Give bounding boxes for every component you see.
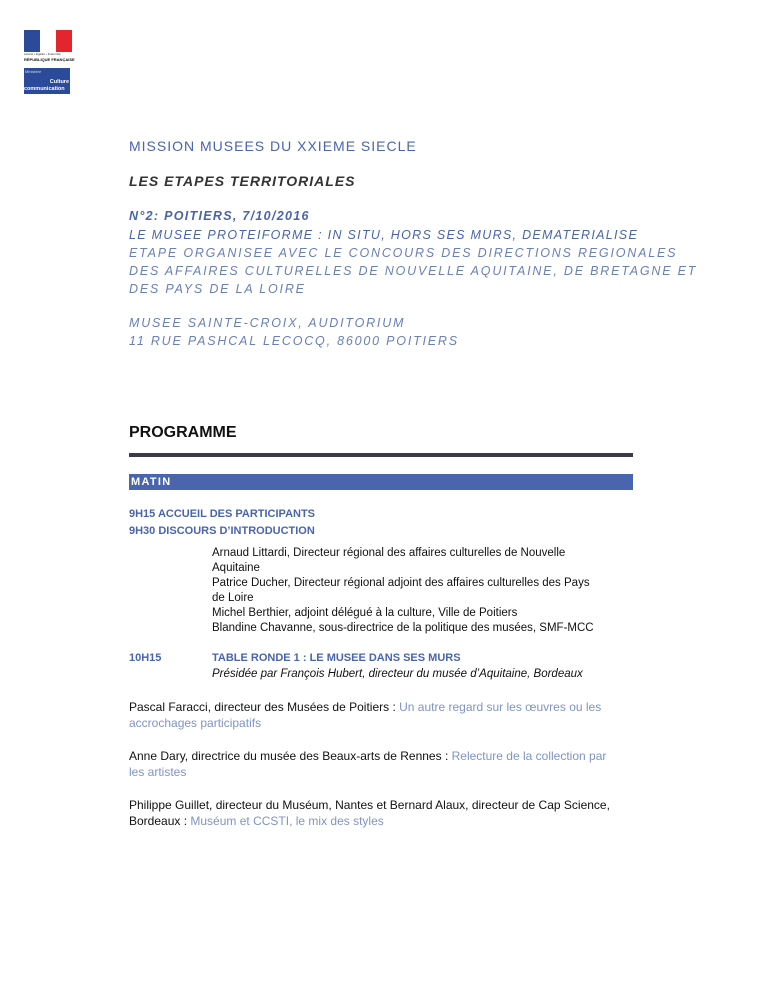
section-bar-matin: MATIN	[129, 474, 633, 490]
round-table-title: TABLE RONDE 1 : LE MUSEE DANS SES MURS	[212, 652, 461, 664]
talk-speaker: Pascal Faracci, directeur des Musées de Poitiers :	[129, 700, 400, 714]
talk-speaker: Bordeaux :	[129, 814, 191, 828]
marianne-flag-icon	[24, 30, 72, 52]
round-table-chair: Présidée par François Hubert, directeur du musée d’Aquitaine, Bordeaux	[212, 668, 583, 680]
republique-francaise-logo	[24, 30, 75, 64]
talk-speaker: Anne Dary, directrice du musée des Beaux-arts de Rennes :	[129, 749, 452, 763]
talk-topic: Muséum et CCSTI, le mix des styles	[190, 814, 384, 828]
talk-topic-continued: les artistes	[129, 765, 187, 779]
etape-organised-line-1: ETAPE ORGANISEE AVEC LE CONCOURS DES DIRECTIONS REGIONALES	[129, 246, 678, 260]
document-title: MISSION MUSEES DU XXIEME SIECLE	[129, 138, 417, 154]
logo-ministere-line2: Culture	[49, 79, 69, 85]
logo-motto: Liberté • Égalité • Fraternité	[24, 52, 61, 56]
etape-theme: LE MUSEE PROTEIFORME : IN SITU, HORS SES MURS, DEMATERIALISE	[129, 228, 639, 242]
talk-topic-continued: accrochages participatifs	[129, 716, 262, 730]
section-divider	[129, 453, 633, 457]
speaker-line: Michel Berthier, adjoint délégué à la culture, Ville de Poitiers	[212, 607, 518, 619]
etape-organised-line-3: DES PAYS DE LA LOIRE	[129, 282, 306, 296]
speaker-line: de Loire	[212, 592, 254, 604]
logo-ministere-line1: Ministère	[25, 69, 42, 74]
talk-item	[129, 814, 384, 828]
talk-item	[129, 749, 606, 763]
talk-topic: Relecture de la collection par	[451, 749, 607, 763]
schedule-item: 9H30 DISCOURS D’INTRODUCTION	[129, 525, 315, 537]
logo-ministere-line3: communication	[24, 86, 65, 92]
speaker-line: Patrice Ducher, Directeur régional adjoint des affaires culturelles des Pays	[212, 577, 590, 589]
document-subtitle: LES ETAPES TERRITORIALES	[129, 173, 356, 189]
talk-item	[129, 700, 601, 714]
speaker-line: Aquitaine	[212, 562, 260, 574]
round-table-time: 10H15	[129, 652, 162, 664]
talk-topic: Un autre regard sur les œuvres ou les	[399, 700, 602, 714]
etape-number: N°2: POITIERS, 7/10/2016	[129, 209, 310, 223]
schedule-item: 9H15 ACCUEIL DES PARTICIPANTS	[129, 508, 316, 520]
speaker-line: Blandine Chavanne, sous-directrice de la politique des musées, SMF-MCC	[212, 622, 594, 634]
ministere-culture-logo	[24, 68, 70, 94]
programme-heading: PROGRAMME	[129, 424, 237, 441]
talk-speaker: Philippe Guillet, directeur du Muséum, Nantes et Bernard Alaux, directeur de Cap Science,	[129, 798, 610, 812]
venue-line-2: 11 RUE PASHCAL LECOCQ, 86000 POITIERS	[129, 334, 459, 348]
etape-organised-line-2: DES AFFAIRES CULTURELLES DE NOUVELLE AQUITAINE, DE BRETAGNE ET	[129, 264, 698, 278]
logo-republique-name: RÉPUBLIQUE FRANÇAISE	[24, 57, 75, 62]
speaker-line: Arnaud Littardi, Directeur régional des affaires culturelles de Nouvelle	[212, 547, 566, 559]
venue-line-1: MUSEE SAINTE-CROIX, AUDITORIUM	[129, 316, 406, 330]
